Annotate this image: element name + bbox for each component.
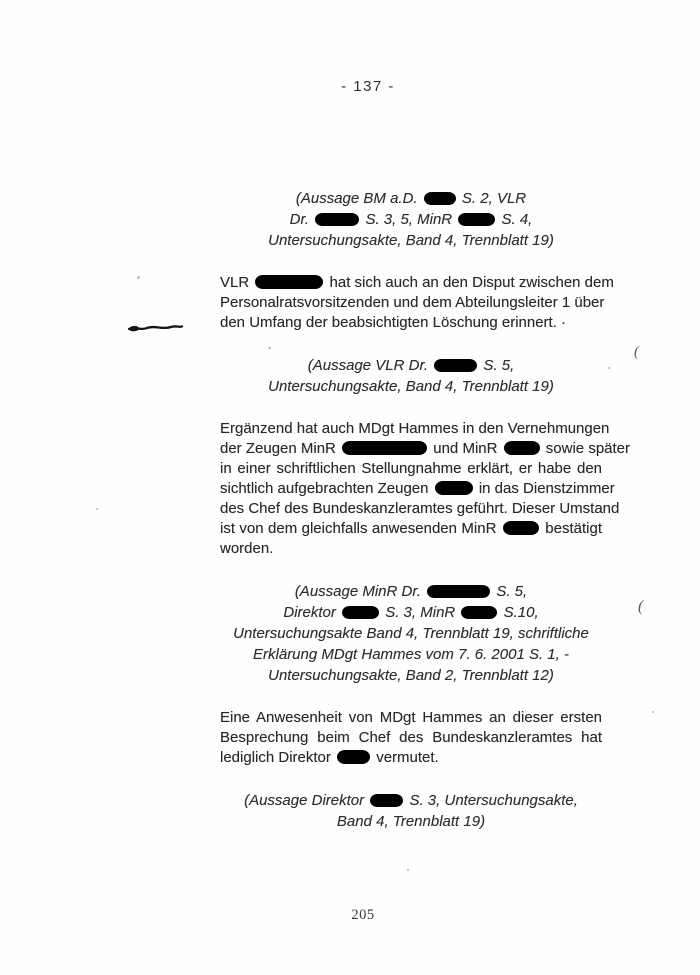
text-line bbox=[220, 811, 602, 832]
scan-speck bbox=[96, 508, 98, 510]
text-segment: S. 4, bbox=[501, 211, 533, 228]
text-segment: S. 3, Untersuchungsakte, bbox=[409, 792, 578, 809]
scan-speck bbox=[407, 869, 409, 871]
text-line bbox=[220, 293, 605, 313]
margin-pen-mark-icon bbox=[126, 320, 184, 341]
text-segment: vermutet. bbox=[376, 749, 439, 766]
text-line bbox=[220, 665, 602, 686]
text-segment: sichtlich aufgebrachten Zeugen bbox=[220, 480, 429, 497]
scan-artifact-paren: ( bbox=[634, 344, 639, 360]
footer-page-number: 205 bbox=[351, 907, 375, 923]
body-paragraph bbox=[220, 708, 602, 768]
text-segment: S. 3, MinR bbox=[385, 604, 456, 621]
text-line bbox=[220, 209, 602, 230]
text-line bbox=[220, 519, 602, 539]
scan-speck bbox=[608, 367, 610, 369]
text-line bbox=[220, 623, 602, 644]
text-segment: S. 5, bbox=[496, 583, 528, 600]
scan-speck bbox=[137, 276, 140, 279]
body-paragraph bbox=[220, 419, 631, 559]
text-line bbox=[220, 439, 631, 459]
redaction-box bbox=[342, 606, 379, 619]
redaction-box bbox=[370, 794, 403, 807]
text-line bbox=[220, 459, 602, 479]
redaction-box bbox=[337, 750, 370, 764]
citation-block bbox=[220, 188, 602, 251]
redaction-box bbox=[427, 585, 490, 598]
text-line bbox=[220, 602, 602, 623]
redaction-box bbox=[424, 192, 456, 205]
text-segment: in das Dienstzimmer bbox=[478, 480, 615, 497]
scan-artifact-paren: ( bbox=[638, 598, 644, 615]
body-paragraph bbox=[220, 273, 614, 333]
text-line bbox=[220, 376, 602, 397]
redaction-box bbox=[504, 441, 540, 455]
text-segment: Erklärung MDgt Hammes vom 7. 6. 2001 S. 1, - bbox=[253, 646, 569, 663]
text-line bbox=[220, 708, 602, 728]
text-line bbox=[220, 188, 602, 209]
redaction-box bbox=[461, 606, 497, 619]
citation-block bbox=[220, 355, 602, 397]
text-segment: und MinR bbox=[433, 440, 498, 457]
text-segment: Untersuchungsakte, Band 2, Trennblatt 12) bbox=[268, 667, 554, 684]
text-segment: S. 3, 5, MinR bbox=[365, 211, 453, 228]
text-segment: des Chef des Bundeskanzleramtes geführt. Dieser Umstand bbox=[220, 500, 620, 517]
text-line bbox=[220, 230, 602, 251]
text-segment: Untersuchungsakte Band 4, Trennblatt 19, schriftliche bbox=[233, 625, 589, 642]
redaction-box bbox=[315, 213, 359, 226]
text-line bbox=[220, 479, 615, 499]
text-line bbox=[220, 644, 602, 665]
text-segment: (Aussage MinR Dr. bbox=[294, 583, 421, 600]
text-segment: Ergänzend hat auch MDgt Hammes in den Vernehmungen bbox=[220, 420, 610, 437]
text-line bbox=[220, 790, 602, 811]
citation-block bbox=[220, 790, 602, 832]
text-segment: ist von dem gleichfalls anwesenden MinR bbox=[220, 520, 497, 537]
text-segment: (Aussage Direktor bbox=[244, 792, 365, 809]
text-line bbox=[220, 313, 602, 333]
redaction-box bbox=[458, 213, 495, 226]
text-line bbox=[220, 355, 602, 376]
text-segment: Untersuchungsakte, Band 4, Trennblatt 19) bbox=[268, 378, 554, 395]
text-segment: Direktor bbox=[283, 604, 336, 621]
redaction-box bbox=[255, 275, 323, 289]
text-segment: (Aussage BM a.D. bbox=[295, 190, 418, 207]
text-line bbox=[220, 748, 602, 768]
text-segment: der Zeugen MinR bbox=[220, 440, 336, 457]
content-column bbox=[220, 188, 631, 832]
redaction-box bbox=[434, 359, 477, 372]
text-segment: Band 4, Trennblatt 19) bbox=[336, 813, 486, 830]
text-segment: hat sich auch an den Disput zwischen dem bbox=[329, 274, 614, 291]
text-segment: Personalratsvorsitzenden und dem Abteilungsleiter 1 über bbox=[220, 294, 605, 311]
text-segment: den Umfang der beabsichtigten Löschung erinnert. · bbox=[220, 314, 567, 331]
text-segment: S.10, bbox=[503, 604, 539, 621]
text-line bbox=[220, 499, 620, 519]
text-segment: Dr. bbox=[289, 211, 310, 228]
citation-block bbox=[220, 581, 602, 686]
text-segment: VLR bbox=[220, 274, 250, 291]
text-line bbox=[220, 273, 614, 293]
text-segment: S. 2, VLR bbox=[461, 190, 527, 207]
text-segment: worden. bbox=[220, 540, 274, 557]
text-segment: (Aussage VLR Dr. bbox=[307, 357, 429, 374]
text-line bbox=[220, 419, 610, 439]
text-segment: Besprechung beim Chef des Bundeskanzleramtes hat bbox=[220, 729, 602, 746]
text-segment: lediglich Direktor bbox=[220, 749, 331, 766]
text-segment: sowie später bbox=[545, 440, 631, 457]
header-page-number: - 137 - bbox=[341, 78, 395, 95]
redaction-box bbox=[503, 521, 539, 535]
text-line bbox=[220, 539, 602, 559]
scan-speck bbox=[652, 711, 654, 713]
text-line bbox=[220, 581, 602, 602]
text-line bbox=[220, 728, 602, 748]
text-segment: Eine Anwesenheit von MDgt Hammes an dieser ersten bbox=[220, 709, 602, 726]
text-segment: Untersuchungsakte, Band 4, Trennblatt 19) bbox=[268, 232, 554, 249]
redaction-box bbox=[342, 441, 427, 455]
text-segment: S. 5, bbox=[483, 357, 515, 374]
redaction-box bbox=[435, 481, 473, 495]
text-segment: bestätigt bbox=[545, 520, 603, 537]
text-segment: in einer schriftlichen Stellungnahme erklärt, er habe den bbox=[220, 460, 602, 477]
